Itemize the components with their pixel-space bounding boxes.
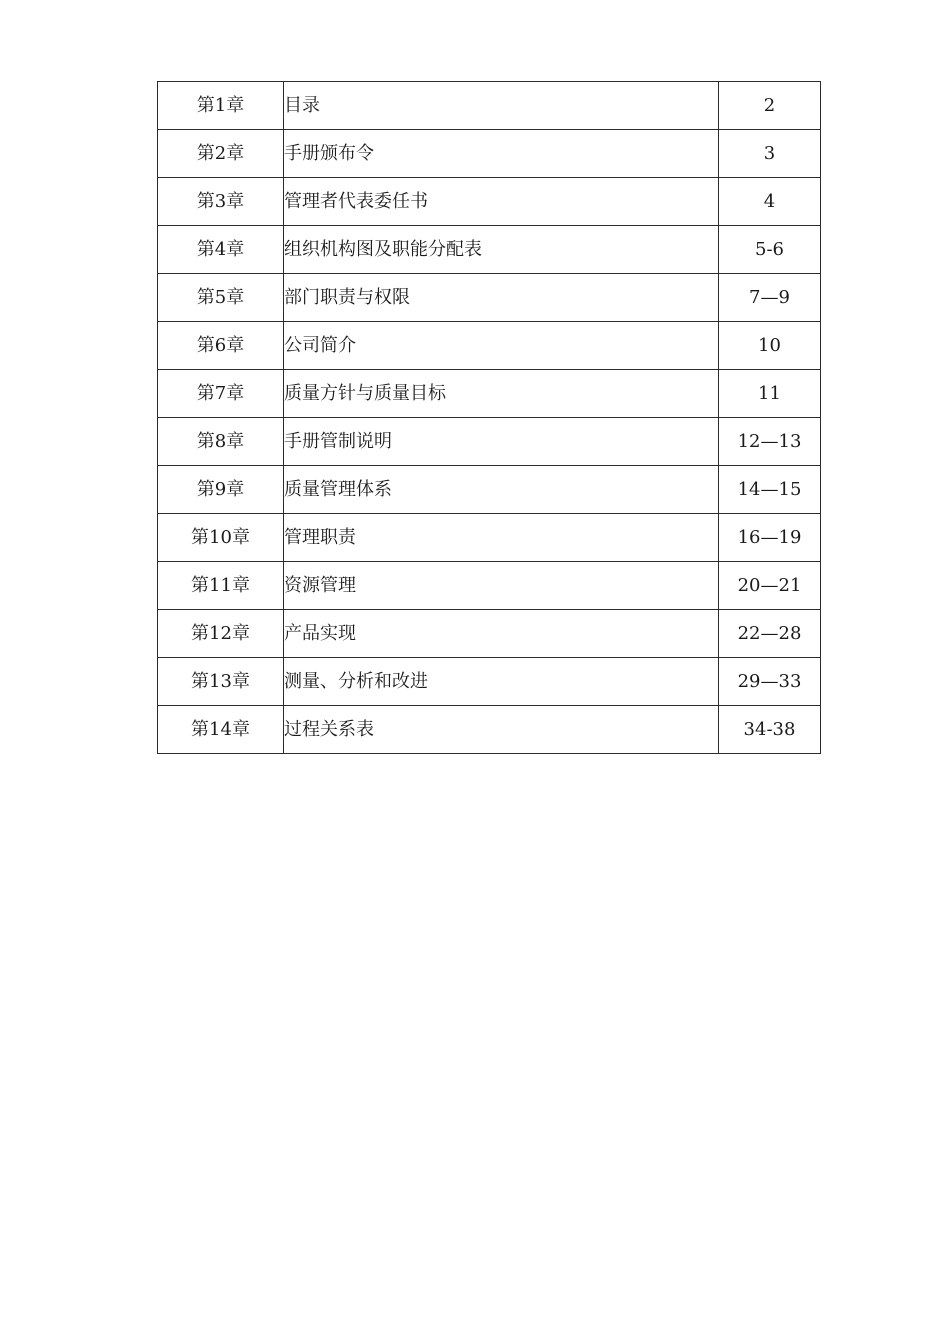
chapter-title-cell: 测量、分析和改进 xyxy=(284,658,719,706)
page-range-cell: 20—21 xyxy=(719,562,821,610)
chapter-number-cell: 第7章 xyxy=(158,370,284,418)
chapter-title-cell: 目录 xyxy=(284,82,719,130)
chapter-number-cell: 第9章 xyxy=(158,466,284,514)
chapter-number-cell: 第6章 xyxy=(158,322,284,370)
table-row xyxy=(158,274,821,322)
chapter-number-cell: 第4章 xyxy=(158,226,284,274)
chapter-title-cell: 质量管理体系 xyxy=(284,466,719,514)
chapter-title-cell: 过程关系表 xyxy=(284,706,719,754)
chapter-title-cell: 组织机构图及职能分配表 xyxy=(284,226,719,274)
table-row xyxy=(158,130,821,178)
table-row xyxy=(158,226,821,274)
table-row xyxy=(158,370,821,418)
chapter-number-cell: 第10章 xyxy=(158,514,284,562)
chapter-number-cell: 第2章 xyxy=(158,130,284,178)
page-range-cell: 5-6 xyxy=(719,226,821,274)
chapter-number-cell: 第11章 xyxy=(158,562,284,610)
page-range-cell: 34-38 xyxy=(719,706,821,754)
page-range-cell: 29—33 xyxy=(719,658,821,706)
table-of-contents xyxy=(157,81,821,754)
page-range-cell: 4 xyxy=(719,178,821,226)
page-range-cell: 14—15 xyxy=(719,466,821,514)
chapter-number-cell: 第3章 xyxy=(158,178,284,226)
chapter-number-cell: 第1章 xyxy=(158,82,284,130)
table-row xyxy=(158,82,821,130)
chapter-number-cell: 第12章 xyxy=(158,610,284,658)
table-row xyxy=(158,178,821,226)
page-range-cell: 12—13 xyxy=(719,418,821,466)
table-row xyxy=(158,514,821,562)
page-range-cell: 3 xyxy=(719,130,821,178)
table-row xyxy=(158,610,821,658)
chapter-number-cell: 第14章 xyxy=(158,706,284,754)
chapter-title-cell: 资源管理 xyxy=(284,562,719,610)
page-range-cell: 2 xyxy=(719,82,821,130)
table-row xyxy=(158,658,821,706)
table-row xyxy=(158,562,821,610)
table-row xyxy=(158,466,821,514)
chapter-title-cell: 产品实现 xyxy=(284,610,719,658)
chapter-title-cell: 部门职责与权限 xyxy=(284,274,719,322)
chapter-title-cell: 公司简介 xyxy=(284,322,719,370)
table-row xyxy=(158,418,821,466)
chapter-title-cell: 质量方针与质量目标 xyxy=(284,370,719,418)
chapter-number-cell: 第8章 xyxy=(158,418,284,466)
page-range-cell: 11 xyxy=(719,370,821,418)
chapter-title-cell: 手册管制说明 xyxy=(284,418,719,466)
table-row xyxy=(158,322,821,370)
chapter-title-cell: 手册颁布令 xyxy=(284,130,719,178)
page-range-cell: 16—19 xyxy=(719,514,821,562)
chapter-number-cell: 第13章 xyxy=(158,658,284,706)
page-range-cell: 7—9 xyxy=(719,274,821,322)
chapter-title-cell: 管理者代表委任书 xyxy=(284,178,719,226)
table-row xyxy=(158,706,821,754)
page-range-cell: 10 xyxy=(719,322,821,370)
chapter-number-cell: 第5章 xyxy=(158,274,284,322)
chapter-title-cell: 管理职责 xyxy=(284,514,719,562)
page-range-cell: 22—28 xyxy=(719,610,821,658)
